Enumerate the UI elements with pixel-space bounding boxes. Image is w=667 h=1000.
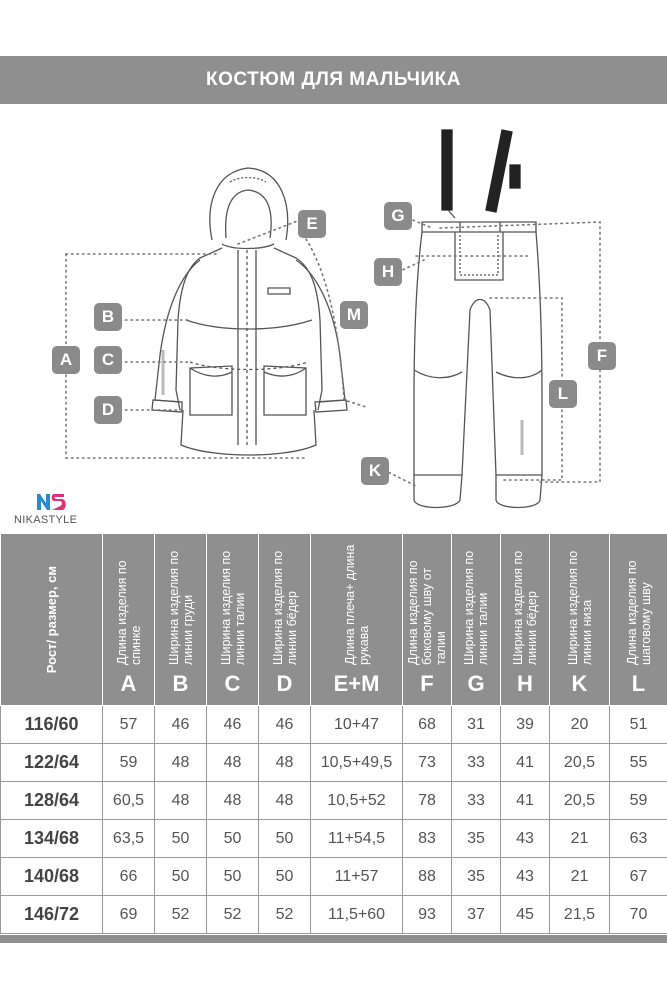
brand-name: NIKASTYLE — [14, 514, 78, 526]
header-g: Ширина изделия по линии талии G — [452, 534, 501, 706]
table-cell: 21 — [550, 820, 610, 858]
table-cell: 48 — [259, 782, 311, 820]
table-cell: 37 — [452, 896, 501, 934]
table-cell: 48 — [207, 782, 259, 820]
table-cell: 50 — [155, 820, 207, 858]
table-cell: 93 — [403, 896, 452, 934]
brand-logo-icon — [36, 493, 66, 511]
table-cell: 52 — [207, 896, 259, 934]
badge-c: C — [94, 346, 122, 374]
table-cell: 66 — [103, 858, 155, 896]
badge-m: M — [340, 301, 368, 329]
table-row — [1, 858, 667, 896]
size-table — [0, 533, 667, 934]
table-cell: 78 — [403, 782, 452, 820]
table-cell: 21,5 — [550, 896, 610, 934]
badge-k: K — [361, 457, 389, 485]
header-size — [1, 534, 103, 706]
table-cell: 45 — [501, 896, 550, 934]
garment-diagram — [0, 110, 667, 530]
pants-sketch — [414, 130, 542, 508]
table-cell: 20,5 — [550, 782, 610, 820]
table-cell: 52 — [155, 896, 207, 934]
row-size: 134/68 — [1, 820, 103, 858]
row-size: 128/64 — [1, 782, 103, 820]
table-cell: 31 — [452, 706, 501, 744]
table-cell: 68 — [403, 706, 452, 744]
table-cell: 83 — [403, 820, 452, 858]
badge-f: F — [588, 342, 616, 370]
table-cell: 55 — [610, 744, 667, 782]
table-cell: 46 — [155, 706, 207, 744]
table-cell: 10+47 — [311, 706, 403, 744]
table-cell: 48 — [155, 744, 207, 782]
table-cell: 59 — [103, 744, 155, 782]
table-cell: 11+57 — [311, 858, 403, 896]
table-cell: 11,5+60 — [311, 896, 403, 934]
table-row — [1, 896, 667, 934]
row-size: 140/68 — [1, 858, 103, 896]
row-size: 116/60 — [1, 706, 103, 744]
row-size: 146/72 — [1, 896, 103, 934]
badge-l: L — [549, 380, 577, 408]
table-cell: 35 — [452, 858, 501, 896]
table-cell: 41 — [501, 782, 550, 820]
table-row — [1, 744, 667, 782]
table-cell: 57 — [103, 706, 155, 744]
table-cell: 60,5 — [103, 782, 155, 820]
row-size: 122/64 — [1, 744, 103, 782]
table-cell: 63,5 — [103, 820, 155, 858]
table-cell: 50 — [259, 820, 311, 858]
header-a: Длина изделия по спинке A — [103, 534, 155, 706]
header-c: Ширина изделия по линии талии C — [207, 534, 259, 706]
table-cell: 52 — [259, 896, 311, 934]
table-cell: 50 — [259, 858, 311, 896]
table-cell: 48 — [207, 744, 259, 782]
table-cell: 48 — [259, 744, 311, 782]
table-cell: 69 — [103, 896, 155, 934]
header-em: Длина плеча+ длина рукава E+M — [311, 534, 403, 706]
table-cell: 46 — [259, 706, 311, 744]
badge-b: B — [94, 303, 122, 331]
badge-e: E — [298, 210, 326, 238]
header-f: Длина изделия по боковому шву от талии F — [403, 534, 452, 706]
table-cell: 67 — [610, 858, 667, 896]
table-cell: 59 — [610, 782, 667, 820]
table-cell: 63 — [610, 820, 667, 858]
table-cell: 21 — [550, 858, 610, 896]
header-d: Ширина изделия по линии бёдер D — [259, 534, 311, 706]
table-cell: 50 — [207, 858, 259, 896]
badge-g: G — [384, 202, 412, 230]
header-k: Ширина изделия по линии низа K — [550, 534, 610, 706]
table-cell: 41 — [501, 744, 550, 782]
table-row — [1, 820, 667, 858]
table-cell: 73 — [403, 744, 452, 782]
bottom-divider — [0, 935, 667, 943]
table-cell: 11+54,5 — [311, 820, 403, 858]
header-h: Ширина изделия по линии бёдер H — [501, 534, 550, 706]
badge-d: D — [94, 396, 122, 424]
table-header-row — [1, 534, 667, 706]
table-row — [1, 706, 667, 744]
table-cell: 10,5+49,5 — [311, 744, 403, 782]
table-cell: 43 — [501, 858, 550, 896]
page-title: КОСТЮМ ДЛЯ МАЛЬЧИКА — [0, 56, 667, 104]
badge-a: A — [52, 346, 80, 374]
table-cell: 51 — [610, 706, 667, 744]
table-cell: 50 — [207, 820, 259, 858]
table-cell: 20,5 — [550, 744, 610, 782]
table-cell: 39 — [501, 706, 550, 744]
table-row — [1, 782, 667, 820]
table-cell: 48 — [155, 782, 207, 820]
header-l: Длина изделия по шаговому шву L — [610, 534, 667, 706]
table-cell: 10,5+52 — [311, 782, 403, 820]
header-b: Ширина изделия по линии груди B — [155, 534, 207, 706]
table-cell: 20 — [550, 706, 610, 744]
table-cell: 46 — [207, 706, 259, 744]
header-size-label: Рост/ размер, см — [44, 565, 59, 674]
table-cell: 35 — [452, 820, 501, 858]
table-cell: 43 — [501, 820, 550, 858]
table-cell: 88 — [403, 858, 452, 896]
table-cell: 70 — [610, 896, 667, 934]
table-cell: 50 — [155, 858, 207, 896]
table-cell: 33 — [452, 782, 501, 820]
badge-h: H — [374, 258, 402, 286]
table-cell: 33 — [452, 744, 501, 782]
